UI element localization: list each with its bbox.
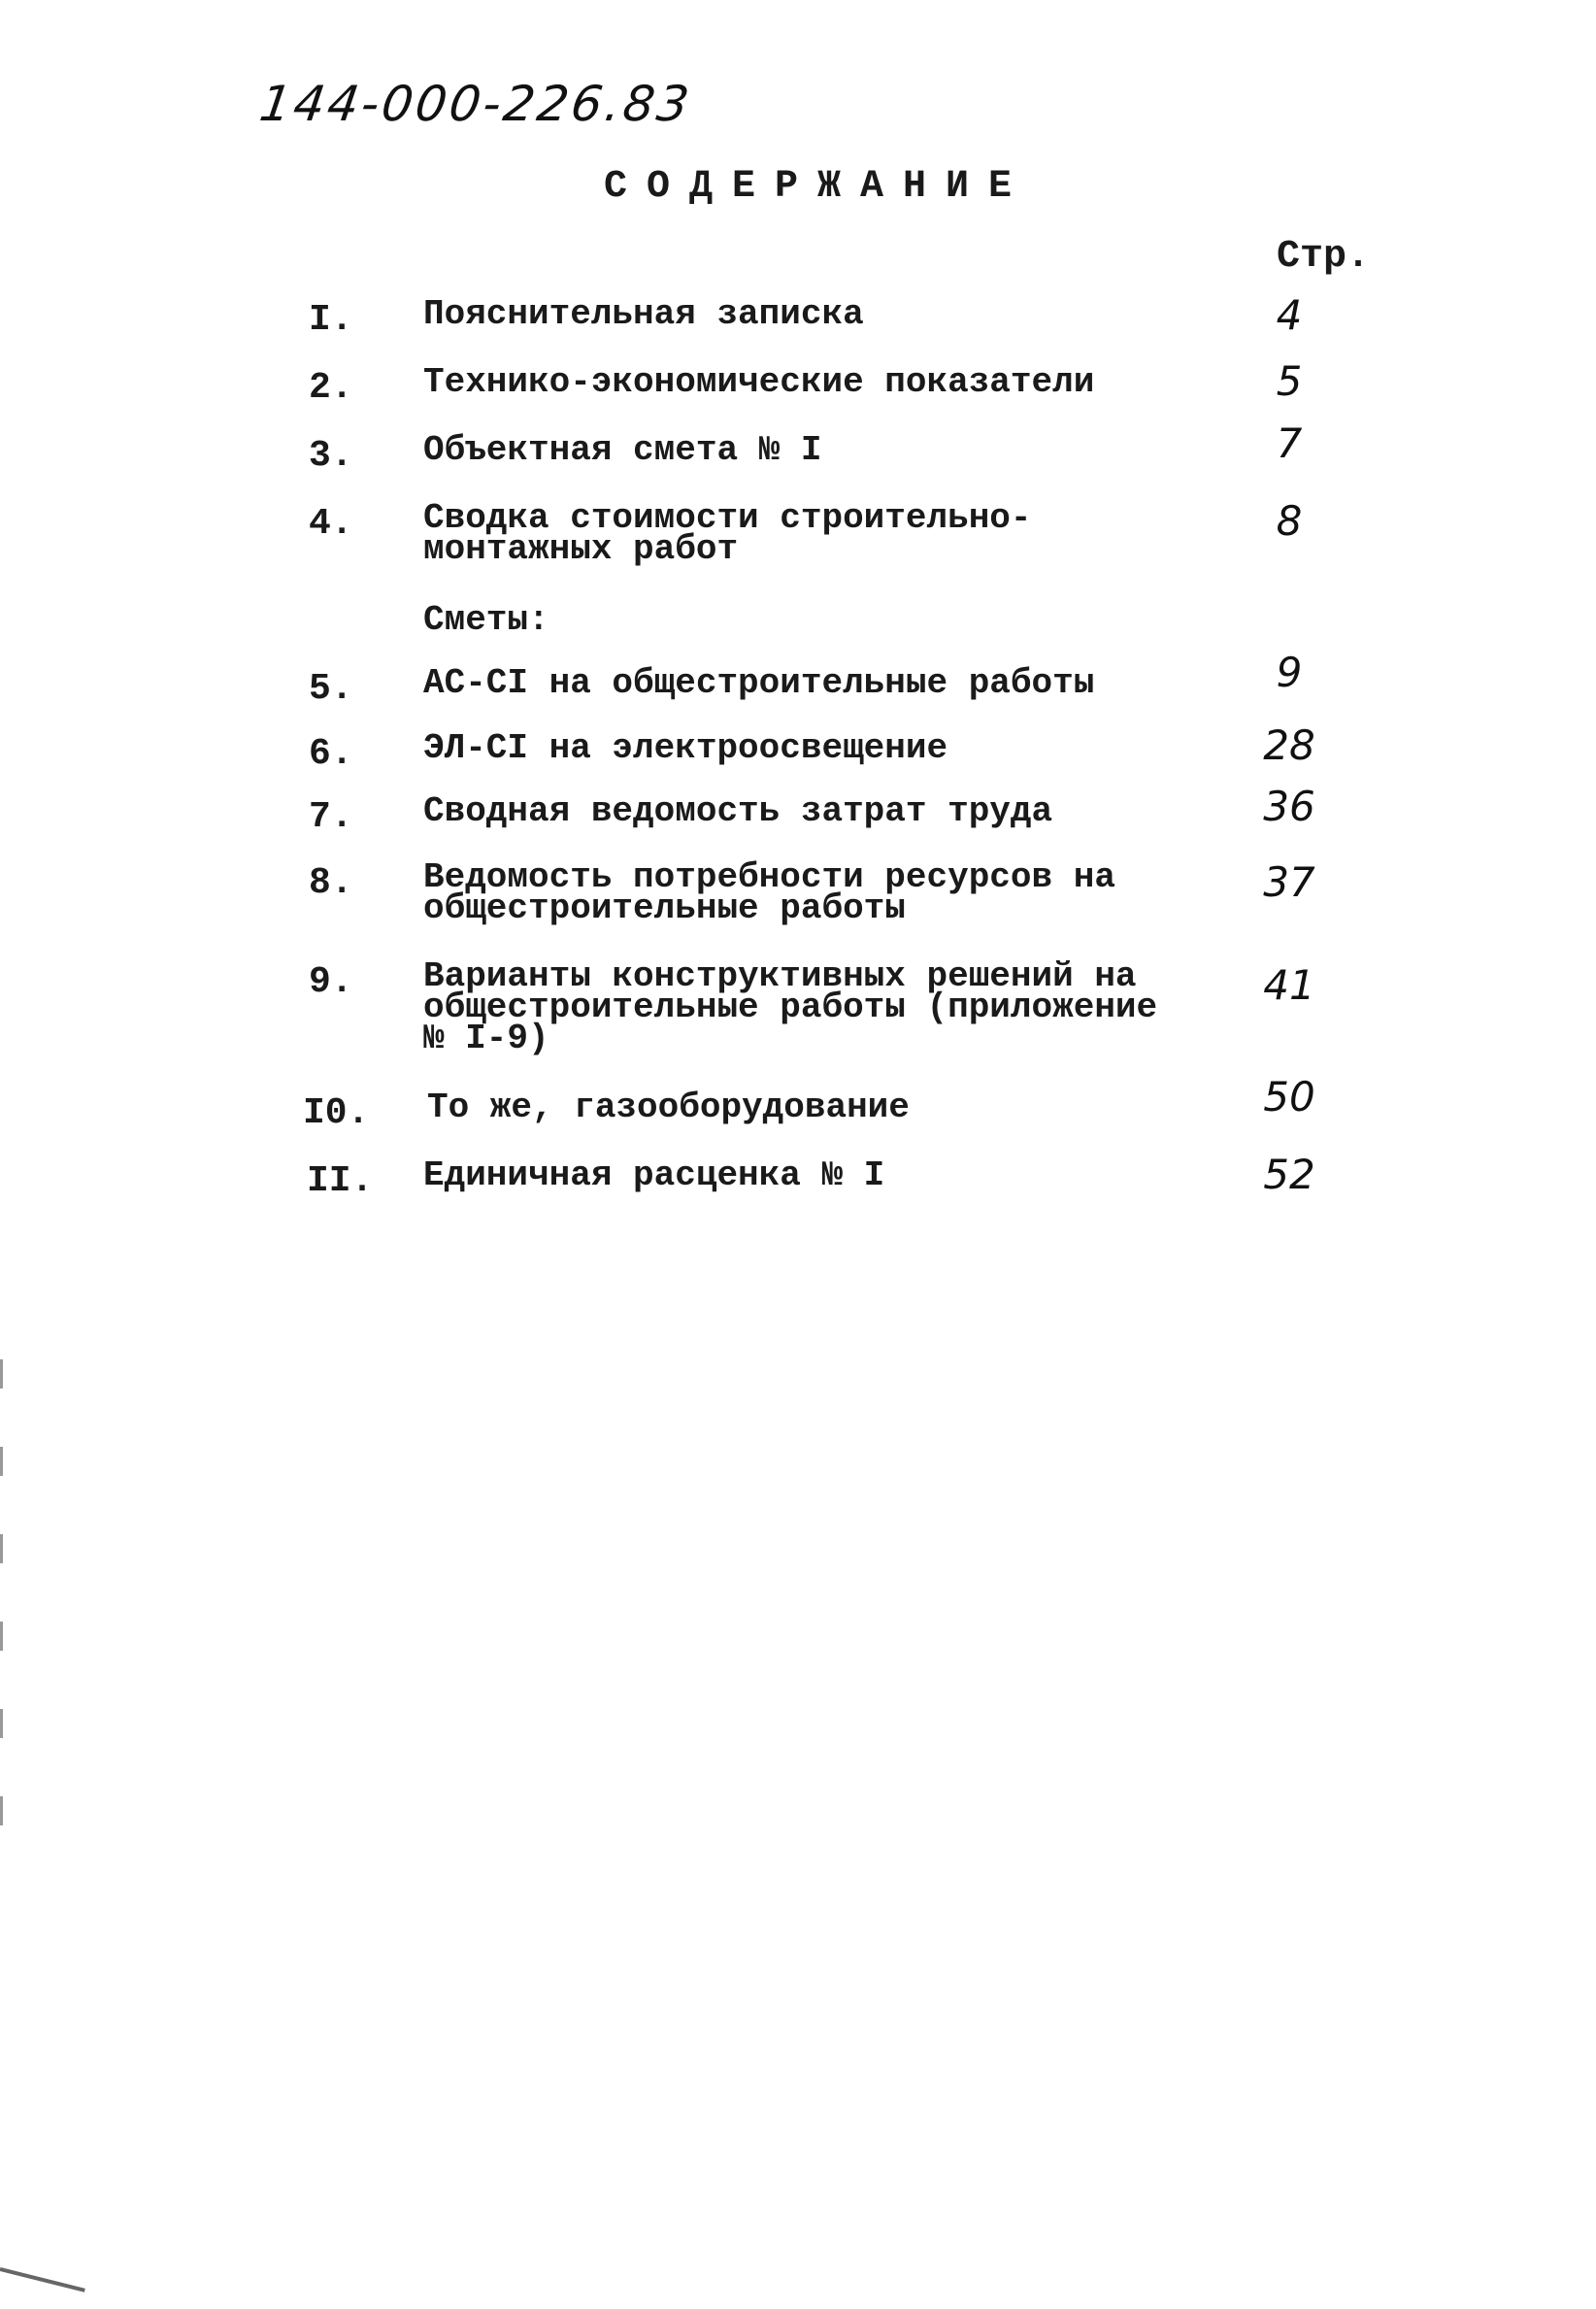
entry-page: 41 [1263,961,1315,1009]
entry-number: 3. [309,435,353,477]
entry-page: 4 [1276,291,1303,339]
entry-page: 7 [1276,419,1303,467]
entry-number: 7. [309,796,353,838]
scan-edge-marks [0,1359,3,1864]
entry-title: Единичная расценка № I [423,1155,885,1195]
entry-number: 5. [309,668,353,710]
entry-number: 2. [309,367,353,409]
estimates-subheading: Сметы: [423,600,549,640]
entry-title: Варианты конструктивных решений на общестроительные работы (приложение № I-9) [423,956,1158,1058]
entry-number: I0. [303,1092,370,1134]
entry-page: 36 [1263,783,1315,830]
entry-number: 6. [309,733,353,775]
entry-page: 5 [1276,357,1303,405]
entry-title: Ведомость потребности ресурсов на общестроительные работы [423,857,1115,928]
entry-page: 37 [1263,858,1315,906]
entry-title: Пояснительная записка [423,294,864,334]
entry-title: Сводная ведомость затрат труда [423,791,1053,831]
entry-page: 52 [1263,1151,1315,1198]
entry-title: Технико-экономические показатели [423,362,1095,402]
entry-page: 9 [1276,649,1303,696]
entry-title: То же, газооборудование [427,1088,910,1127]
entry-number: I. [309,299,353,341]
entry-title: ЭЛ-СI на электроосвещение [423,728,948,768]
entry-page: 8 [1276,497,1303,545]
entry-number: 4. [309,503,353,545]
document-number: 144-000-226.83 [255,76,695,132]
entry-number: 8. [309,862,353,904]
entry-number: II. [307,1160,374,1202]
entry-page: 50 [1263,1073,1315,1121]
scan-corner-mark [0,2267,85,2292]
page-column-label: Стр. [1277,235,1371,279]
entry-page: 28 [1263,721,1315,769]
entry-title: Сводка стоимости строительно-монтажных работ [423,498,1032,569]
entry-number: 9. [309,961,353,1003]
page-title: СОДЕРЖАНИЕ [603,165,1032,209]
entry-title: Объектная смета № I [423,430,822,470]
entry-title: АС-СI на общестроительные работы [423,663,1095,703]
